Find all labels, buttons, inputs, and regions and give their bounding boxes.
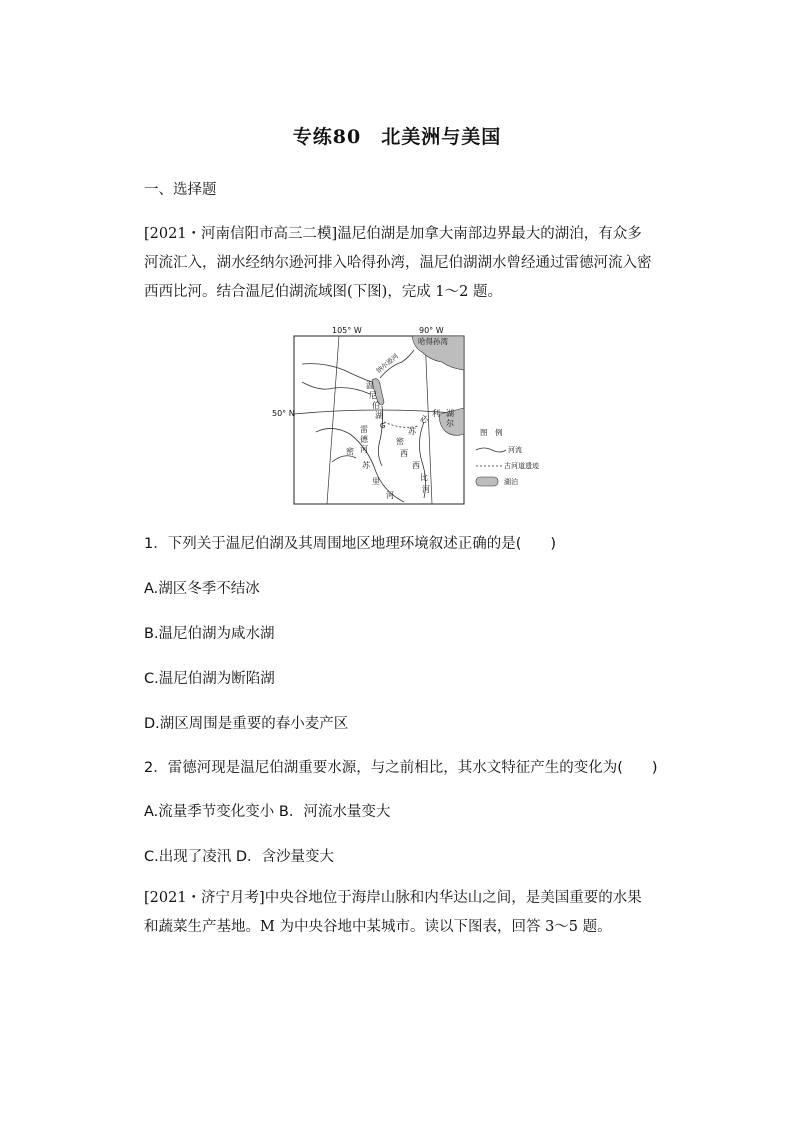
legend-river-swatch (476, 448, 506, 452)
red-river-char-2: 德 (360, 435, 368, 444)
winnipeg-char-4: 湖 (375, 411, 383, 420)
intro-paragraph-2: [2021・济宁月考]中央谷地位于海岸山脉和内华达山之间，是美国重要的水果和蔬菜生产基地。M 为中央谷地中某城市。读以下图表，回答 3～5 题。 (144, 890, 642, 935)
page-title: 专练80 北美洲与美国 (292, 126, 502, 148)
q1-option-a: A.湖区冬季不结冰 (144, 581, 260, 597)
legend-lake-swatch (476, 477, 498, 486)
superior-char-2: 必 (420, 415, 428, 424)
q1-option-d: D.湖区周围是重要的春小麦产区 (144, 716, 349, 732)
red-river-char-1: 雷 (360, 425, 368, 434)
mississippi-char-1: 密 (396, 437, 404, 446)
missouri-char-4: 河 (386, 491, 394, 500)
winnipeg-char-3: 伯 (372, 401, 380, 410)
superior-char-4: 尔 (446, 419, 454, 428)
q1-option-c: C.温尼伯湖为断陷湖 (144, 671, 275, 687)
lon-90w-label: 90° W (419, 326, 444, 335)
hudson-bay-label: 哈得孙湾 (418, 337, 448, 346)
superior-char-5: 湖 (446, 409, 454, 418)
missouri-char-2: 苏 (362, 461, 370, 470)
lat-50n-label: 50° N (272, 409, 295, 418)
legend-title: 图 例 (480, 428, 503, 437)
nelson-river-label: 纳尔逊河 (374, 352, 400, 375)
legend-lake-label: 湖泊 (504, 478, 518, 486)
intro-paragraph-1: [2021・河南信阳市高三二模]温尼伯湖是加拿大南部边界最大的湖泊，有众多河流汇入，湖水经纳尔逊河排入哈得孙湾，温尼伯湖湖水曾经通过雷德河流入密西西比河。结合温尼伯湖流域图(下图)，完成 1～2 题。 (144, 226, 652, 300)
tributary-river (332, 456, 356, 462)
missouri-char-3: 里 (372, 477, 380, 486)
legend-ancient-label: 古河道遗迹 (504, 462, 539, 470)
winnipeg-char-1: 温 (366, 381, 374, 390)
section-heading: 一、选择题 (144, 182, 217, 198)
mississippi-char-2: 西 (400, 449, 408, 458)
mississippi-char-4: 比 (420, 473, 428, 482)
mississippi-char-3: 西 (412, 461, 420, 470)
lon-105w-label: 105° W (332, 326, 362, 335)
winnipeg-char-2: 尼 (369, 391, 377, 400)
q2-stem: 2．雷德河现是温尼伯湖重要水源，与之前相比，其水文特征产生的变化为( ) (144, 760, 658, 776)
legend-river-label: 河流 (508, 446, 522, 454)
q1-stem: 1．下列关于温尼伯湖及其周围地区地理环境叙述正确的是( ) (144, 536, 557, 552)
mississippi-char-5: 河 (422, 485, 430, 494)
q2-option-cd: C.出现了凌汛 D．含沙量变大 (144, 849, 335, 865)
superior-char-3: 利 (432, 409, 440, 418)
red-river-char-3: 河 (360, 445, 368, 454)
point-g-label: G (380, 422, 386, 430)
missouri-char-1: 密 (346, 447, 354, 456)
prairie-river (302, 382, 370, 394)
superior-char-1: 苏 (408, 427, 416, 436)
q2-option-ab: A.流量季节变化变小 B．河流水量变大 (144, 804, 391, 820)
meridian-105w (327, 336, 339, 504)
q1-option-b: B.温尼伯湖为咸水湖 (144, 626, 275, 642)
winnipeg-basin-map (272, 322, 562, 510)
